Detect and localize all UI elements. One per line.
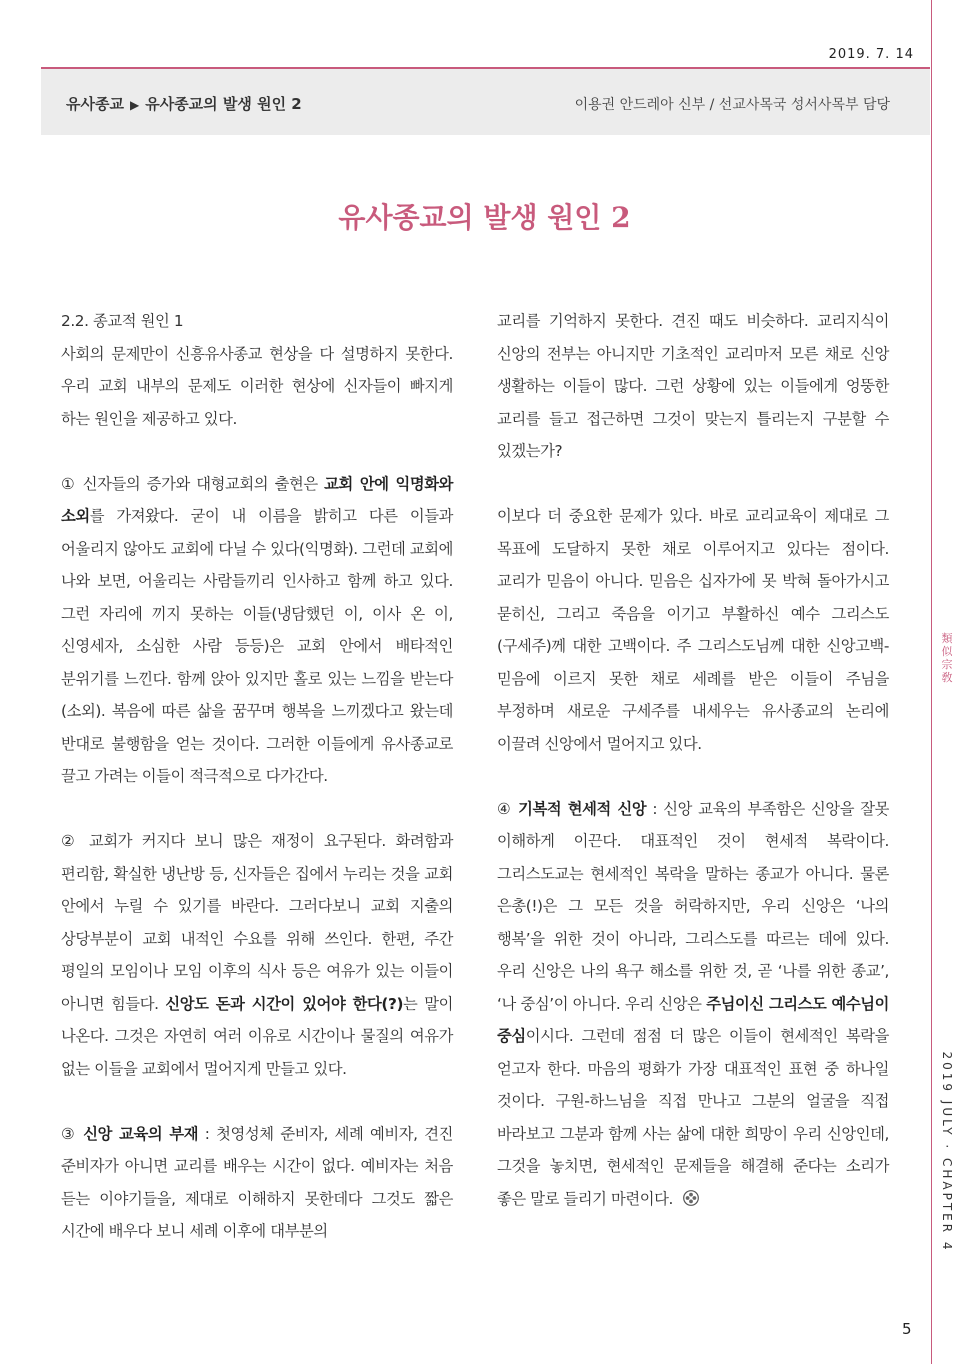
section-intro (61, 305, 453, 435)
issue-date: 2019. 7. 14 (828, 47, 914, 62)
paragraph-text: 는 말이 나온다. 그것은 자연히 여러 이유로 시간이나 물질의 여유가 없는 이들을 교회에서 멀어지게 만들고 있다. (61, 994, 453, 1078)
emphasis: 주님이신 그리스도 예수님이 중심 (497, 994, 889, 1045)
right-column (497, 305, 889, 1215)
emphasis: 교회 안에 익명화와 소외 (61, 474, 453, 525)
side-tag-char: 敎 (941, 671, 953, 684)
left-column (61, 305, 453, 1248)
paragraph-text: 를 가져왔다. 굳이 내 이름을 밝히고 다른 이들과 어울리지 않아도 교회에 다닐 수 있다(익명화). 그런데 교회에 나와 보면, 어울리는 사람들끼리 인사하고 함께 하고 있다. 그런 자리에 끼지 못하는 이들(냉담했던 이, 이사 온 이, 신영세자, 소심한 사람 등등)은 교회 안에서 배타적인 분위기를 느낀다. 함께 앉아 있지만 홀로 있는 느낌을 받는다(소외). 복음에 따른 삶을 꿈꾸며 행복을 느끼겠다고 왔는데 반대로 불행함을 얻는 것이다. 그러한 이들에게 유사종교로 끌고 가려는 이들이 적극적으로 다가간다. (61, 507, 453, 785)
paragraph-5 (497, 793, 889, 1216)
side-tag-char: 類 (941, 632, 953, 645)
paragraph-2 (61, 825, 453, 1085)
page-number: 5 (902, 1320, 912, 1338)
paragraph-text: ④ (497, 799, 519, 818)
emphasis: 신앙도 돈과 시간이 있어야 한다(?) (165, 994, 404, 1013)
paragraph-text: : 신앙 교육의 부족함은 신앙을 잘못 이해하게 이끈다. 대표적인 것이 현세적 복락이다. 그리스도교는 현세적인 복락을 말하는 종교가 아니다. 물론 은총(!)은 그 모든 것을 허락하지만, 우리 신앙은 ‘나의 행복’을 위한 것이 아니라, 그리스도를 따르는 데에 있다. 우리 신앙은 나의 욕구 해소를 위한 것, 곧 ‘나를 위한 종교’, ‘나 중심’이 아니다. 우리 신앙은 (497, 799, 890, 1013)
section-heading: 2.2. 종교적 원인 1 (61, 312, 184, 330)
header-bar (41, 67, 930, 135)
side-tag-char: 似 (941, 645, 953, 658)
side-category-tag (933, 632, 961, 684)
paragraph-text: ③ (61, 1124, 84, 1143)
paragraph-continued: 교리를 기억하지 못한다. 견진 때도 비슷하다. 교리지식이 신앙의 전부는 아니지만 기초적인 교리마저 모른 채로 신앙 생활하는 이들이 많다. 그런 상황에 있는 이들에게 엉뚱한 교리를 들고 접근하면 그것이 맞는지 틀리는지 구분할 수 있겠는가? (497, 312, 889, 460)
paragraph-text: 이시다. 그런데 점점 더 많은 이들이 현세적인 복락을 얻고자 한다. 마음의 평화가 가장 대표적인 표현 중 하나일 것이다. 구원-하느님을 직접 만나고 그분의 얼굴을 직접 바라보고 그분과 함께 사는 삶에 대한 희망이 우리 신앙인데, 그것을 놓치면, 현세적인 문제들을 해결해 준다는 소리가 좋은 말로 들리기 마련이다. (497, 1027, 889, 1208)
paragraph-text: ① 신자들의 증가와 대형교회의 출현은 (61, 474, 325, 493)
paragraph-3 (61, 1118, 453, 1248)
breadcrumb (66, 93, 302, 114)
author-line: 이용권 안드레아 신부 / 선교사목국 성서사목부 담당 (574, 97, 890, 113)
breadcrumb-page: 유사종교의 발생 원인 2 (145, 95, 302, 113)
emphasis: 신앙 교육의 부재 (83, 1124, 199, 1143)
breadcrumb-arrow-icon: ▶ (129, 98, 140, 112)
side-chapter-label: 2019 JULY · CHAPTER 4 (940, 1051, 954, 1253)
paragraph-4: 이보다 더 중요한 문제가 있다. 바로 교리교육이 제대로 그 목표에 도달하지 못한 채로 이루어지고 있다는 점이다. 교리가 믿음이 아니다. 믿음은 십자가에 못 박혀 돌아가시고 묻히신, 그리고 죽음을 이기고 부활하신 예수 그리스도(구세주)께 대한 고백이다. 주 그리스도님께 대한 신앙고백-믿음에 이르지 못한 채로 세례를 받은 이들이 주님을 부정하며 새로운 구세주를 내세우는 유사종교의 논리에 이끌려 신앙에서 멀어지고 있다. (497, 507, 889, 753)
page-title: 유사종교의 발생 원인 2 (338, 201, 631, 234)
intro-text: 사회의 문제만이 신흥유사종교 현상을 다 설명하지 못한다. 우리 교회 내부의 문제도 이러한 현상에 신자들이 빠지게 하는 원인을 제공하고 있다. (61, 344, 453, 428)
side-tag-char: 宗 (941, 658, 953, 671)
paragraph-text: ② 교회가 커지다 보니 많은 재정이 요구된다. 화려함과 편리함, 확실한 냉난방 등, 신자들은 집에서 누리는 것을 교회 안에서 누릴 수 있기를 바란다. 그러다보니 교회 지출의 상당부분이 교회 내적인 수요를 위해 쓰인다. 한편, 주간 평일의 모임이나 모임 이후의 식사 등은 여유가 있는 이들이 아니면 힘들다. (61, 832, 453, 1013)
paragraph-text: : 첫영성체 준비자, 세례 예비자, 견진 준비자가 아니면 교리를 배우는 시간이 없다. 예비자는 처음 듣는 이야기들을, 제대로 이해하지 못한데다 그것도 짧은 시간에 배우다 보니 세례 이후에 대부분의 (61, 1124, 453, 1240)
breadcrumb-section: 유사종교 (66, 95, 124, 113)
flower-ornament-icon (683, 1190, 699, 1206)
paragraph-1 (61, 468, 453, 793)
emphasis: 기복적 현세적 신앙 (518, 799, 647, 818)
